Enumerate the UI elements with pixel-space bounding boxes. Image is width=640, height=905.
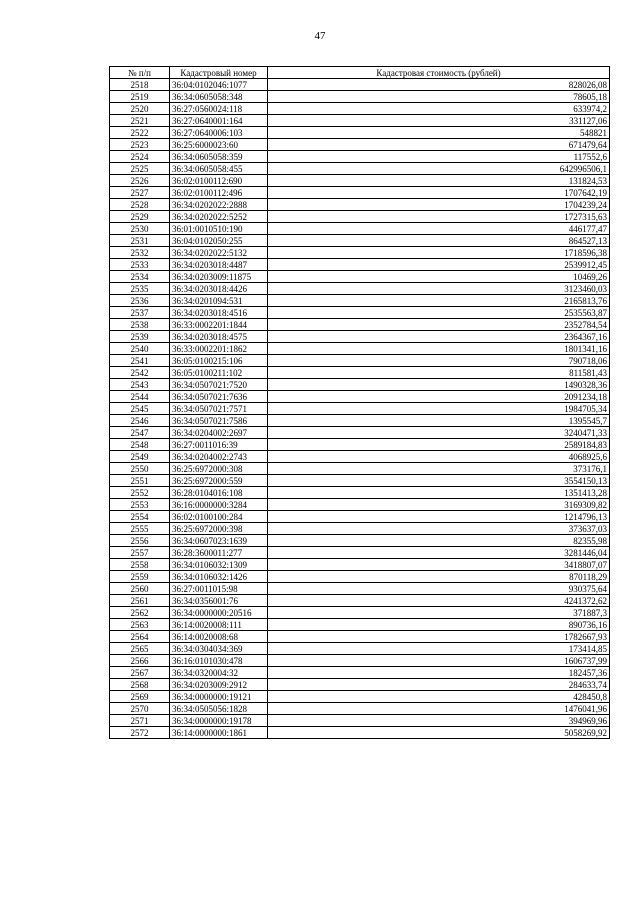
row-number: 2569 bbox=[110, 691, 170, 703]
row-number: 2560 bbox=[110, 583, 170, 595]
table-header-row bbox=[110, 67, 610, 79]
cadastral-value: 394969,96 bbox=[268, 715, 610, 727]
cadastral-value: 373637,03 bbox=[268, 523, 610, 535]
cadastral-number: 36:33:0002201:1862 bbox=[170, 343, 268, 355]
table-row bbox=[110, 715, 610, 727]
row-number: 2523 bbox=[110, 139, 170, 151]
cadastral-number: 36:34:0605058:455 bbox=[170, 163, 268, 175]
cadastral-value: 446177,47 bbox=[268, 223, 610, 235]
cadastral-table bbox=[109, 66, 610, 739]
table-row bbox=[110, 223, 610, 235]
row-number: 2519 bbox=[110, 91, 170, 103]
table-row bbox=[110, 403, 610, 415]
table-row bbox=[110, 427, 610, 439]
row-number: 2547 bbox=[110, 427, 170, 439]
cadastral-value: 864527,13 bbox=[268, 235, 610, 247]
cadastral-value: 633974,2 bbox=[268, 103, 610, 115]
cadastral-number: 36:34:0203018:4487 bbox=[170, 259, 268, 271]
cadastral-value: 1490328,36 bbox=[268, 379, 610, 391]
cadastral-number: 36:28:3600011:277 bbox=[170, 547, 268, 559]
cadastral-value: 671479,64 bbox=[268, 139, 610, 151]
row-number: 2541 bbox=[110, 355, 170, 367]
cadastral-value: 930375,64 bbox=[268, 583, 610, 595]
table-row bbox=[110, 583, 610, 595]
cadastral-number: 36:34:0605058:348 bbox=[170, 91, 268, 103]
table-row bbox=[110, 655, 610, 667]
cadastral-value: 131824,53 bbox=[268, 175, 610, 187]
cadastral-value: 2539912,45 bbox=[268, 259, 610, 271]
cadastral-value: 78605,18 bbox=[268, 91, 610, 103]
table-row bbox=[110, 607, 610, 619]
cadastral-value: 371887,3 bbox=[268, 607, 610, 619]
row-number: 2565 bbox=[110, 643, 170, 655]
cadastral-number: 36:01:0010510:190 bbox=[170, 223, 268, 235]
cadastral-number: 36:16:0101030:478 bbox=[170, 655, 268, 667]
cadastral-number: 36:34:0203009:11875 bbox=[170, 271, 268, 283]
cadastral-value: 870118,29 bbox=[268, 571, 610, 583]
table-row bbox=[110, 595, 610, 607]
row-number: 2528 bbox=[110, 199, 170, 211]
table-row bbox=[110, 211, 610, 223]
cadastral-value: 890736,16 bbox=[268, 619, 610, 631]
table-row bbox=[110, 547, 610, 559]
table-row bbox=[110, 631, 610, 643]
cadastral-value: 1718596,38 bbox=[268, 247, 610, 259]
row-number: 2537 bbox=[110, 307, 170, 319]
table-row bbox=[110, 523, 610, 535]
cadastral-number: 36:05:0100215:106 bbox=[170, 355, 268, 367]
row-number: 2564 bbox=[110, 631, 170, 643]
cadastral-value: 3240471,33 bbox=[268, 427, 610, 439]
cadastral-value: 2165813,76 bbox=[268, 295, 610, 307]
table-row bbox=[110, 619, 610, 631]
table-row bbox=[110, 343, 610, 355]
cadastral-value: 548821 bbox=[268, 127, 610, 139]
cadastral-number: 36:14:0020008:111 bbox=[170, 619, 268, 631]
cadastral-number: 36:02:0100112:690 bbox=[170, 175, 268, 187]
header-cadastral-number: Кадастровый номер bbox=[170, 67, 268, 79]
table-row bbox=[110, 499, 610, 511]
table-row bbox=[110, 115, 610, 127]
cadastral-number: 36:34:0000000:19178 bbox=[170, 715, 268, 727]
row-number: 2520 bbox=[110, 103, 170, 115]
table-row bbox=[110, 319, 610, 331]
cadastral-value: 4068925,6 bbox=[268, 451, 610, 463]
row-number: 2529 bbox=[110, 211, 170, 223]
cadastral-value: 828026,08 bbox=[268, 79, 610, 91]
cadastral-number: 36:27:0011015:98 bbox=[170, 583, 268, 595]
table-row bbox=[110, 643, 610, 655]
cadastral-value: 1395545,7 bbox=[268, 415, 610, 427]
cadastral-value: 1351413,28 bbox=[268, 487, 610, 499]
row-number: 2558 bbox=[110, 559, 170, 571]
table-row bbox=[110, 391, 610, 403]
table-row bbox=[110, 439, 610, 451]
table-row bbox=[110, 163, 610, 175]
table-row bbox=[110, 691, 610, 703]
row-number: 2548 bbox=[110, 439, 170, 451]
row-number: 2561 bbox=[110, 595, 170, 607]
table-row bbox=[110, 355, 610, 367]
cadastral-value: 182457,36 bbox=[268, 667, 610, 679]
row-number: 2571 bbox=[110, 715, 170, 727]
cadastral-number: 36:34:0204002:2743 bbox=[170, 451, 268, 463]
cadastral-number: 36:34:0507021:7636 bbox=[170, 391, 268, 403]
row-number: 2522 bbox=[110, 127, 170, 139]
cadastral-number: 36:34:0201094:531 bbox=[170, 295, 268, 307]
cadastral-value: 2091234,18 bbox=[268, 391, 610, 403]
cadastral-value: 3281446,04 bbox=[268, 547, 610, 559]
cadastral-value: 1606737,99 bbox=[268, 655, 610, 667]
table-row bbox=[110, 151, 610, 163]
row-number: 2562 bbox=[110, 607, 170, 619]
cadastral-number: 36:05:0100211:102 bbox=[170, 367, 268, 379]
cadastral-number: 36:16:0000000:3284 bbox=[170, 499, 268, 511]
row-number: 2540 bbox=[110, 343, 170, 355]
row-number: 2563 bbox=[110, 619, 170, 631]
cadastral-value: 3554150,13 bbox=[268, 475, 610, 487]
cadastral-number: 36:34:0505056:1828 bbox=[170, 703, 268, 715]
table-row bbox=[110, 415, 610, 427]
row-number: 2545 bbox=[110, 403, 170, 415]
page-number: 47 bbox=[314, 30, 326, 42]
cadastral-value: 284633,74 bbox=[268, 679, 610, 691]
cadastral-value: 173414,85 bbox=[268, 643, 610, 655]
table-row bbox=[110, 187, 610, 199]
cadastral-number: 36:04:0102046:1077 bbox=[170, 79, 268, 91]
table-row bbox=[110, 271, 610, 283]
table-row bbox=[110, 379, 610, 391]
cadastral-number: 36:27:0560024:118 bbox=[170, 103, 268, 115]
cadastral-value: 4241372,62 bbox=[268, 595, 610, 607]
cadastral-number: 36:25:6000023:60 bbox=[170, 139, 268, 151]
row-number: 2572 bbox=[110, 727, 170, 739]
table-row bbox=[110, 307, 610, 319]
table-row bbox=[110, 199, 610, 211]
cadastral-value: 1476041,96 bbox=[268, 703, 610, 715]
table-row bbox=[110, 139, 610, 151]
cadastral-value: 1704239,24 bbox=[268, 199, 610, 211]
table-row bbox=[110, 367, 610, 379]
row-number: 2566 bbox=[110, 655, 170, 667]
cadastral-value: 1782667,93 bbox=[268, 631, 610, 643]
row-number: 2568 bbox=[110, 679, 170, 691]
cadastral-number: 36:34:0000000:20516 bbox=[170, 607, 268, 619]
row-number: 2557 bbox=[110, 547, 170, 559]
cadastral-value: 642996506,1 bbox=[268, 163, 610, 175]
cadastral-number: 36:33:0002201:1844 bbox=[170, 319, 268, 331]
cadastral-value: 3123460,03 bbox=[268, 283, 610, 295]
row-number: 2549 bbox=[110, 451, 170, 463]
cadastral-value: 3418807,07 bbox=[268, 559, 610, 571]
row-number: 2546 bbox=[110, 415, 170, 427]
cadastral-number: 36:34:0605058:359 bbox=[170, 151, 268, 163]
cadastral-value: 10469,26 bbox=[268, 271, 610, 283]
table-row bbox=[110, 535, 610, 547]
header-row-number: № п/п bbox=[110, 67, 170, 79]
table-row bbox=[110, 451, 610, 463]
cadastral-number: 36:34:0507021:7520 bbox=[170, 379, 268, 391]
cadastral-value: 2589184,83 bbox=[268, 439, 610, 451]
row-number: 2518 bbox=[110, 79, 170, 91]
cadastral-number: 36:25:6972000:559 bbox=[170, 475, 268, 487]
table-row bbox=[110, 295, 610, 307]
row-number: 2535 bbox=[110, 283, 170, 295]
table-row bbox=[110, 703, 610, 715]
cadastral-number: 36:28:0104016:108 bbox=[170, 487, 268, 499]
cadastral-value: 2364367,16 bbox=[268, 331, 610, 343]
table-row bbox=[110, 175, 610, 187]
cadastral-number: 36:27:0011016:39 bbox=[170, 439, 268, 451]
cadastral-value: 5058269,92 bbox=[268, 727, 610, 739]
row-number: 2543 bbox=[110, 379, 170, 391]
row-number: 2544 bbox=[110, 391, 170, 403]
row-number: 2539 bbox=[110, 331, 170, 343]
cadastral-number: 36:02:0100100:284 bbox=[170, 511, 268, 523]
row-number: 2559 bbox=[110, 571, 170, 583]
row-number: 2570 bbox=[110, 703, 170, 715]
table-row bbox=[110, 79, 610, 91]
table-row bbox=[110, 463, 610, 475]
row-number: 2554 bbox=[110, 511, 170, 523]
table-row bbox=[110, 91, 610, 103]
table-row bbox=[110, 475, 610, 487]
row-number: 2555 bbox=[110, 523, 170, 535]
row-number: 2527 bbox=[110, 187, 170, 199]
table-row bbox=[110, 487, 610, 499]
table-row bbox=[110, 235, 610, 247]
cadastral-value: 1801341,16 bbox=[268, 343, 610, 355]
cadastral-number: 36:34:0202022:2888 bbox=[170, 199, 268, 211]
cadastral-number: 36:25:6972000:398 bbox=[170, 523, 268, 535]
cadastral-number: 36:34:0607023:1639 bbox=[170, 535, 268, 547]
cadastral-number: 36:34:0106032:1426 bbox=[170, 571, 268, 583]
cadastral-value: 331127,06 bbox=[268, 115, 610, 127]
header-cadastral-value: Кадастровая стоимость (рублей) bbox=[268, 67, 610, 79]
table-row bbox=[110, 571, 610, 583]
cadastral-value: 790718,06 bbox=[268, 355, 610, 367]
row-number: 2551 bbox=[110, 475, 170, 487]
cadastral-number: 36:14:0020008:68 bbox=[170, 631, 268, 643]
cadastral-number: 36:34:0106032:1309 bbox=[170, 559, 268, 571]
table-row bbox=[110, 247, 610, 259]
cadastral-value: 811581,43 bbox=[268, 367, 610, 379]
table-row bbox=[110, 727, 610, 739]
table-row bbox=[110, 667, 610, 679]
cadastral-value: 82355,98 bbox=[268, 535, 610, 547]
cadastral-number: 36:34:0356001:76 bbox=[170, 595, 268, 607]
row-number: 2526 bbox=[110, 175, 170, 187]
row-number: 2530 bbox=[110, 223, 170, 235]
row-number: 2550 bbox=[110, 463, 170, 475]
cadastral-number: 36:14:0000000:1861 bbox=[170, 727, 268, 739]
table-row bbox=[110, 283, 610, 295]
table-row bbox=[110, 259, 610, 271]
row-number: 2533 bbox=[110, 259, 170, 271]
cadastral-number: 36:34:0202022:5252 bbox=[170, 211, 268, 223]
row-number: 2534 bbox=[110, 271, 170, 283]
row-number: 2552 bbox=[110, 487, 170, 499]
cadastral-value: 1727315,63 bbox=[268, 211, 610, 223]
cadastral-number: 36:27:0640001:164 bbox=[170, 115, 268, 127]
cadastral-number: 36:34:0507021:7586 bbox=[170, 415, 268, 427]
cadastral-number: 36:34:0203009:2912 bbox=[170, 679, 268, 691]
cadastral-number: 36:27:0640006:103 bbox=[170, 127, 268, 139]
cadastral-value: 3169309,82 bbox=[268, 499, 610, 511]
cadastral-value: 428450,8 bbox=[268, 691, 610, 703]
cadastral-value: 1984705,34 bbox=[268, 403, 610, 415]
row-number: 2531 bbox=[110, 235, 170, 247]
table-row bbox=[110, 127, 610, 139]
row-number: 2525 bbox=[110, 163, 170, 175]
cadastral-number: 36:25:6972000:308 bbox=[170, 463, 268, 475]
table-row bbox=[110, 331, 610, 343]
cadastral-number: 36:34:0507021:7571 bbox=[170, 403, 268, 415]
cadastral-number: 36:34:0000000:19121 bbox=[170, 691, 268, 703]
row-number: 2538 bbox=[110, 319, 170, 331]
cadastral-value: 117552,6 bbox=[268, 151, 610, 163]
cadastral-value: 2352784,54 bbox=[268, 319, 610, 331]
cadastral-value: 1707642,19 bbox=[268, 187, 610, 199]
cadastral-number: 36:34:0202022:5132 bbox=[170, 247, 268, 259]
row-number: 2567 bbox=[110, 667, 170, 679]
cadastral-number: 36:34:0304034:369 bbox=[170, 643, 268, 655]
row-number: 2553 bbox=[110, 499, 170, 511]
cadastral-number: 36:34:0203018:4575 bbox=[170, 331, 268, 343]
cadastral-number: 36:34:0203018:4426 bbox=[170, 283, 268, 295]
cadastral-number: 36:34:0320004:32 bbox=[170, 667, 268, 679]
cadastral-number: 36:04:0102050:255 bbox=[170, 235, 268, 247]
table-row bbox=[110, 511, 610, 523]
cadastral-value: 2535563,87 bbox=[268, 307, 610, 319]
table-row bbox=[110, 679, 610, 691]
row-number: 2536 bbox=[110, 295, 170, 307]
table-row bbox=[110, 559, 610, 571]
cadastral-number: 36:02:0100112:496 bbox=[170, 187, 268, 199]
cadastral-number: 36:34:0204002:2697 bbox=[170, 427, 268, 439]
row-number: 2556 bbox=[110, 535, 170, 547]
cadastral-value: 373176,1 bbox=[268, 463, 610, 475]
row-number: 2524 bbox=[110, 151, 170, 163]
row-number: 2532 bbox=[110, 247, 170, 259]
row-number: 2542 bbox=[110, 367, 170, 379]
cadastral-number: 36:34:0203018:4516 bbox=[170, 307, 268, 319]
table-row bbox=[110, 103, 610, 115]
cadastral-value: 1214796,13 bbox=[268, 511, 610, 523]
row-number: 2521 bbox=[110, 115, 170, 127]
